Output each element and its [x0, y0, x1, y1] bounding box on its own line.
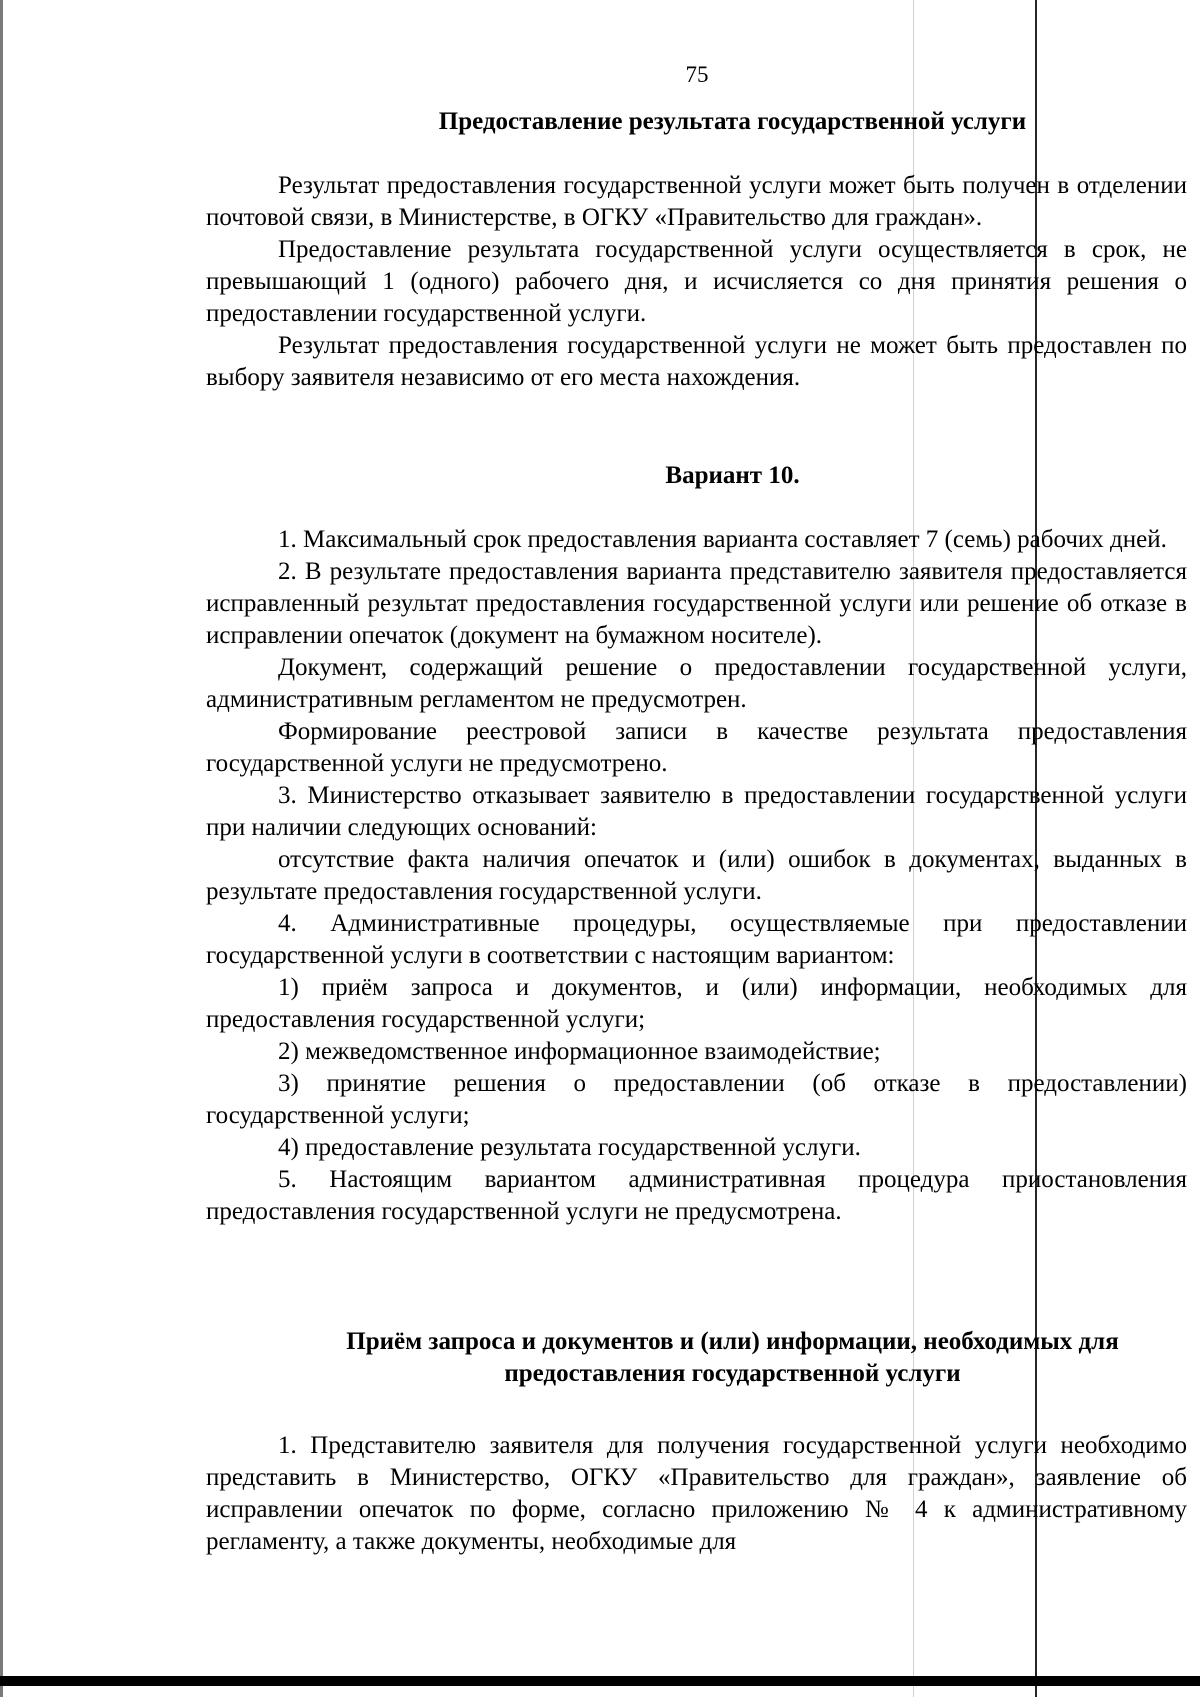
- paragraph: 2) межведомственное информационное взаимодействие;: [278, 1038, 881, 1065]
- variant-section-body: [206, 524, 1187, 1228]
- result-section-body: [206, 170, 1187, 394]
- page-number: 75: [685, 62, 709, 87]
- paragraph: Документ, содержащий решение о предоставлении государственной услуги, административным регламентом не предусмотрен.: [206, 654, 1187, 713]
- paragraph: 1) приём запроса и документов, и (или) информации, необходимых для предоставления государственной услуги;: [206, 974, 1187, 1033]
- paragraph: 5. Настоящим вариантом административная процедура приостановления предоставления государственной услуги не предусмотрена.: [206, 1166, 1187, 1225]
- section-heading-intake: [0, 1326, 1200, 1390]
- paragraph: 3. Министерство отказывает заявителю в предоставлении государственной услуги при наличии следующих оснований:: [206, 782, 1187, 841]
- paragraph: Предоставление результата государственной услуги осуществляется в срок, не превышающий 1 (одного) рабочего дня, и исчисляется со дня принятия решения о предоставлении государственной услуги.: [206, 236, 1187, 327]
- paragraph: 2. В результате предоставления варианта представителю заявителя предоставляется исправленный результат предоставления государственной услуги или решение об отказе в исправлении опечаток (документ на бумажном носителе).: [206, 558, 1187, 649]
- paragraph: Результат предоставления государственной услуги может быть получен в отделении почтовой связи, в Министерстве, в ОГКУ «Правительство для граждан».: [206, 172, 1187, 231]
- paragraph: 1. Максимальный срок предоставления варианта составляет 7 (семь) рабочих дней.: [278, 526, 1167, 553]
- heading-line: предоставления государственной услуги: [504, 1360, 961, 1387]
- paragraph: Результат предоставления государственной услуги не может быть предоставлен по выбору заявителя независимо от его места нахождения.: [206, 332, 1187, 391]
- paragraph: Формирование реестровой записи в качестве результата предоставления государственной услуги не предусмотрено.: [206, 718, 1187, 777]
- paragraph: 4) предоставление результата государственной услуги.: [278, 1134, 861, 1161]
- scan-left-edge: [0, 0, 3, 1697]
- paragraph: отсутствие факта наличия опечаток и (или) ошибок в документах, выданных в результате предоставления государственной услуги.: [206, 846, 1187, 905]
- section-heading-result: Предоставление результата государственной услуги: [438, 108, 1027, 135]
- heading-line: Приём запроса и документов и (или) информации, необходимых для: [346, 1328, 1119, 1355]
- paragraph: 3) принятие решения о предоставлении (об отказе в предоставлении) государственной услуги;: [206, 1070, 1187, 1129]
- paragraph: 4. Административные процедуры, осуществляемые при предоставлении государственной услуги в соответствии с настоящим вариантом:: [206, 910, 1187, 969]
- variant-heading: Вариант 10.: [665, 462, 800, 489]
- intake-section-body: [206, 1430, 1187, 1558]
- paragraph: 1. Представителю заявителя для получения государственной услуги необходимо представить в Министерство, ОГКУ «Правительство для граждан», заявление об исправлении опечаток по форме, согласно приложению № 4 к административному регламенту, а также документы, необходимые для: [206, 1432, 1187, 1555]
- scan-bottom-border: [0, 1676, 1200, 1686]
